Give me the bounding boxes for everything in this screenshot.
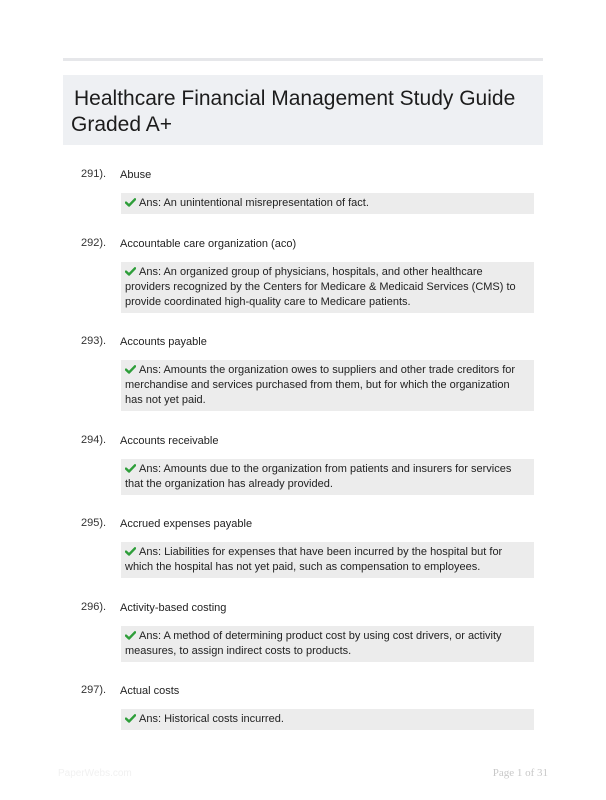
check-icon (125, 714, 136, 723)
list-item (63, 681, 543, 741)
answer-box (121, 459, 534, 495)
answer-box (121, 626, 534, 662)
page-title: Healthcare Financial Management Study Guide Graded A+ (71, 87, 516, 136)
answer-box (121, 360, 534, 411)
answer-text: Ans: An organized group of physicians, hospitals, and other healthcare providers recognized by the Centers for Medicare & Medicaid Services (CMS) to provide coordinated high-quality care to Medicare patients. (125, 266, 516, 308)
title-banner (63, 75, 543, 145)
answer-box (121, 542, 534, 578)
check-icon (125, 198, 136, 207)
item-number: 294). (81, 434, 107, 446)
list-item (63, 234, 543, 332)
page-indicator: Page 1 of 31 (492, 767, 548, 779)
answer-box (121, 193, 534, 214)
top-divider (63, 58, 543, 61)
list-item (63, 332, 543, 431)
item-term: Abuse (120, 169, 152, 181)
answer-text: Ans: An unintentional misrepresentation of fact. (139, 197, 369, 209)
footer-watermark: PaperWebs.com (58, 768, 132, 779)
answer-text: Ans: Liabilities for expenses that have been incurred by the hospital but for which the hospital has not yet paid, such as compensation to employees. (125, 546, 503, 573)
answer-box (121, 262, 534, 313)
list-item (63, 431, 543, 514)
item-number: 292). (81, 237, 107, 249)
item-number: 293). (81, 335, 107, 347)
qa-list (63, 165, 543, 741)
item-term: Accounts payable (120, 336, 207, 348)
list-item (63, 598, 543, 681)
check-icon (125, 631, 136, 640)
answer-text: Ans: Amounts due to the organization from patients and insurers for services that the organization has already provided. (125, 463, 512, 490)
list-item (63, 165, 543, 234)
item-term: Accountable care organization (aco) (120, 238, 297, 250)
item-number: 295). (81, 517, 107, 529)
item-term: Accounts receivable (120, 435, 219, 447)
answer-box (121, 709, 534, 730)
item-number: 297). (81, 684, 107, 696)
item-term: Accrued expenses payable (120, 518, 253, 530)
answer-text: Ans: A method of determining product cost by using cost drivers, or activity measures, to assign indirect costs to products. (125, 630, 502, 657)
check-icon (125, 464, 136, 473)
answer-text: Ans: Historical costs incurred. (139, 713, 284, 725)
check-icon (125, 267, 136, 276)
item-number: 296). (81, 601, 107, 613)
item-term: Actual costs (120, 685, 180, 697)
check-icon (125, 365, 136, 374)
item-term: Activity-based costing (120, 602, 227, 614)
list-item (63, 514, 543, 598)
check-icon (125, 547, 136, 556)
answer-text: Ans: Amounts the organization owes to suppliers and other trade creditors for merchandise and services purchased from them, but for which the organization has not yet paid. (125, 364, 516, 406)
item-number: 291). (81, 168, 107, 180)
